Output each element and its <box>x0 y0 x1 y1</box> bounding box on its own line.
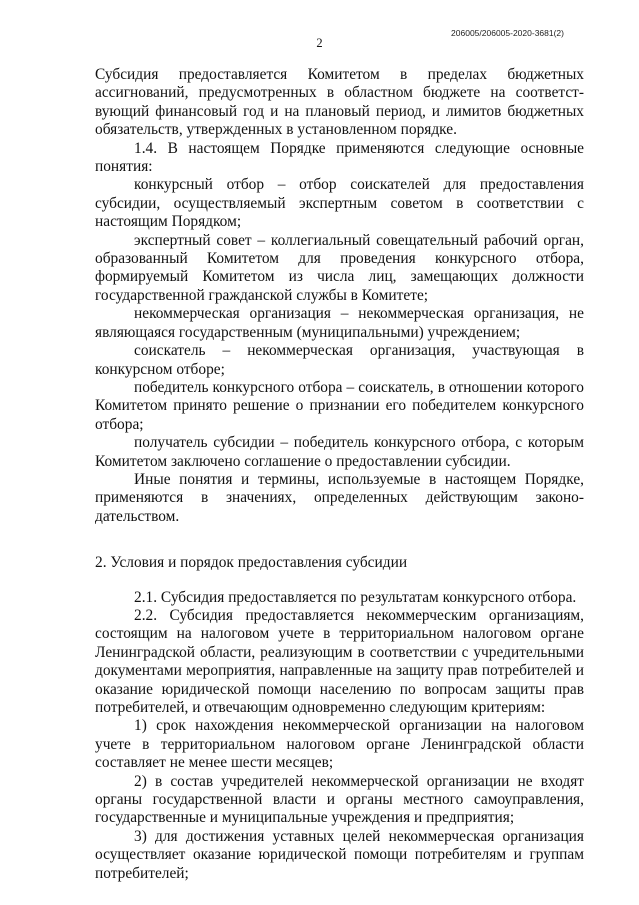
definition-competitive-selection: конкурсный отбор – отбор соискателей для предоставления субсидии, осуществляемый экспертным советом в соответствии с настоящим Порядком; <box>95 176 584 231</box>
paragraph-subsidy-limits: Субсидия предоставляется Комитетом в пределах бюджетных ассигнований, предусмотренных в областном бюджете на соответст-вующий финансовый год и на плановый период, и лимитов бюджетных обязательств, утвержденных в установленном порядке. <box>95 66 584 139</box>
definition-nonprofit-organization: некоммерческая организация – некоммерческая организация, не являющаяся государственным (муниципальными) учреждением; <box>95 305 584 341</box>
page-number: 2 <box>316 36 323 50</box>
criterion-1: 1) срок нахождения некоммерческой организации на налоговом учете в территориальном налоговом органе Ленинградской области составляет не менее шести месяцев; <box>95 717 584 772</box>
definition-applicant: соискатель – некоммерческая организация, участвующая в конкурсном отборе; <box>95 342 584 378</box>
document-id: 206005/206005-2020-3681(2) <box>451 28 564 38</box>
document-body <box>95 66 584 883</box>
paragraph-other-terms: Иные понятия и термины, используемые в настоящем Порядке, применяются в значениях, определенных действующим законо-дательством. <box>95 470 584 525</box>
criterion-3: 3) для достижения уставных целей некоммерческая организация осуществляет оказание юридической помощи потребителям и группам потребителей; <box>95 827 584 882</box>
section-heading: 2. Условия и порядок предоставления субсидии <box>95 554 408 572</box>
paragraph-2-2: 2.2. Субсидия предоставляется некоммерческим организациям, состоящим на налоговом учете в территориальном налоговом органе Ленинградской области, реализующим в соответствии с учредительными документами мероприятия, направленные на защиту прав потребителей и оказание юридической помощи населению по вопросам защиты прав потребителей, и отвечающим одновременно следующим критериям: <box>95 606 584 716</box>
definition-expert-council: экспертный совет – коллегиальный совещательный рабочий орган, образованный Комитетом для проведения конкурсного отбора, формируемый Комитетом из числа лиц, замещающих должности государственной гражданской службы в Комитете; <box>95 231 584 304</box>
paragraph-1-4: 1.4. В настоящем Порядке применяются следующие основные понятия: <box>95 139 584 176</box>
criterion-2: 2) в состав учредителей некоммерческой организации не входят органы государственной власти и органы местного самоуправления, государственные и муниципальные учреждения и предприятия; <box>95 772 584 827</box>
definition-subsidy-recipient: получатель субсидии – победитель конкурсного отбора, с которым Комитетом заключено соглашение о предоставлении субсидии. <box>95 434 584 470</box>
definition-selection-winner: победитель конкурсного отбора – соискатель, в отношении которого Комитетом принято решение о признании его победителем конкурсного отбора; <box>95 378 584 433</box>
paragraph-2-1: 2.1. Субсидия предоставляется по результатам конкурсного отбора. <box>134 588 577 606</box>
